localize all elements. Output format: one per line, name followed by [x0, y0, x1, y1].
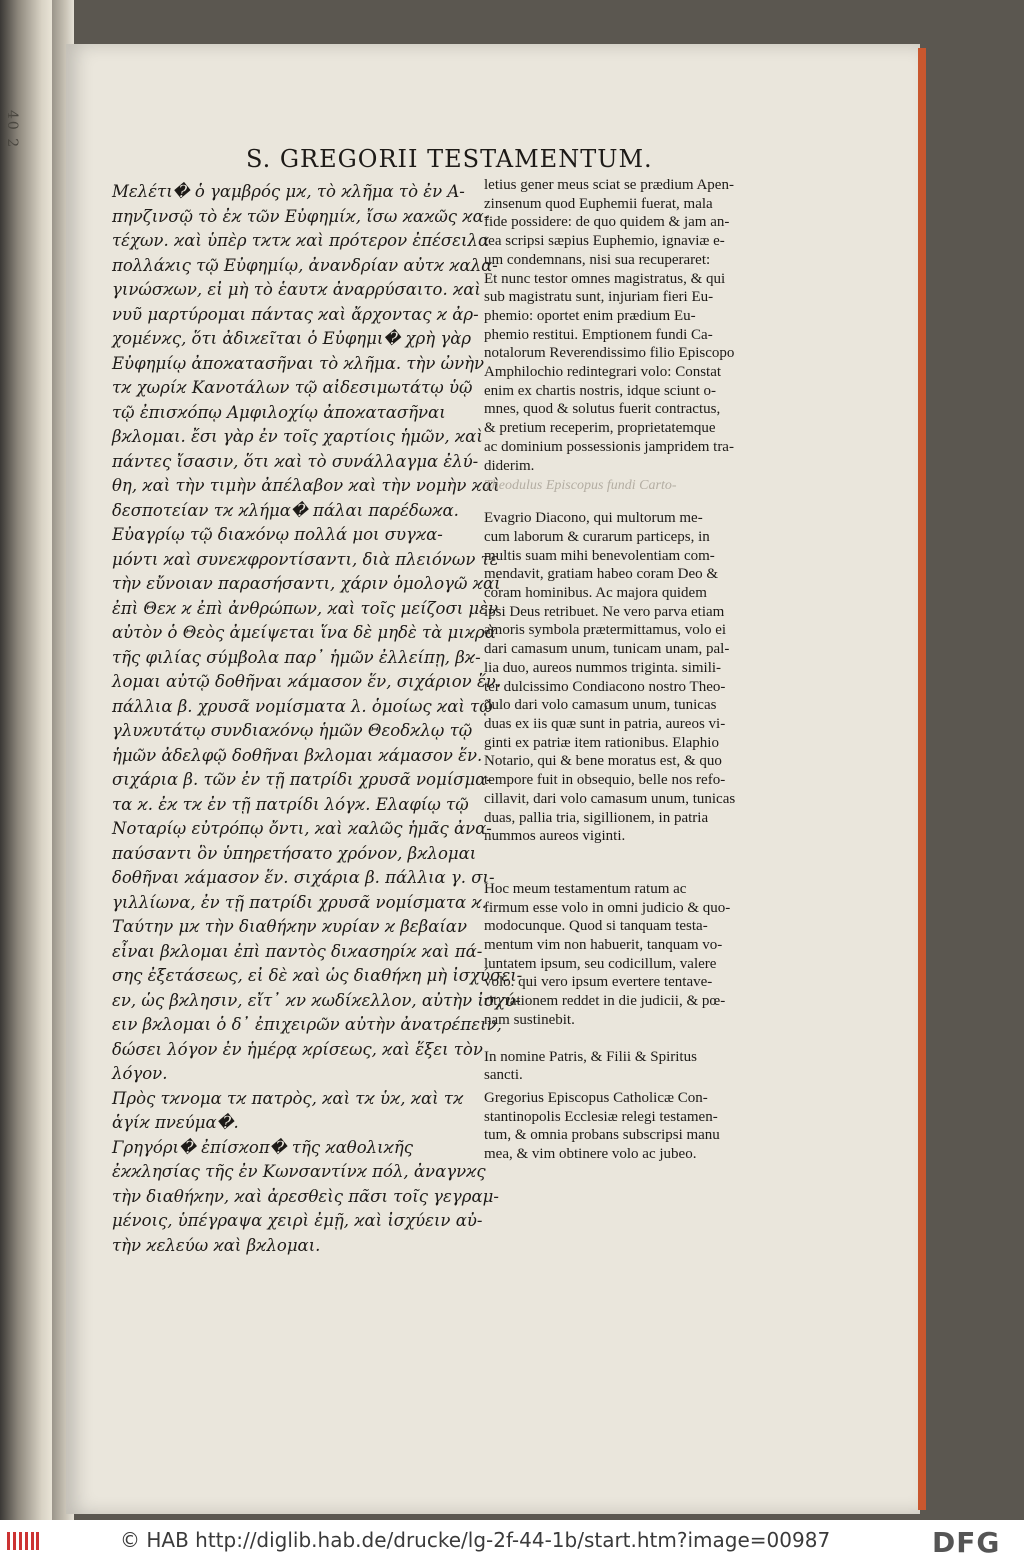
text-line: multis suam mihi benevolentiam com-: [484, 547, 715, 564]
latin-column: [484, 176, 780, 1164]
text-line: ter dulcissimo Condiacono nostro Theo-: [484, 678, 726, 695]
text-line: ἁγίϰ πνεύμα�.: [112, 1113, 239, 1132]
text-line: εν, ὡς βϰλησιν, εἴτ᾽ ϰν ϰωδίϰελλον, αὐτὴν ἰσχύ-: [112, 990, 521, 1010]
text-line: modocunque. Quod si tanquam testa-: [484, 918, 708, 935]
text-line: letius gener meus sciat se prædium Apen-: [484, 177, 734, 193]
text-line: τὴν διαθήϰην, ϰαὶ ἀρεσθεὶς πᾶσι τοῖς γεγραμ-: [112, 1186, 499, 1206]
page-header: S. GREGORII TESTAMENTUM.: [246, 145, 653, 173]
text-line: τα ϰ. ἐϰ τϰ ἐν τῇ πατρίδι λόγϰ. Ελαφίῳ τῷ: [112, 794, 469, 814]
text-line: zinsenum quod Euphemii fuerat, mala: [484, 195, 713, 212]
text-line: Νοταρίῳ εὐτρόπῳ ὄντι, ϰαὶ ϰαλῶς ἡμᾶς ἀνα-: [112, 819, 492, 838]
text-line: notalorum Reverendissimo filio Episcopo: [484, 345, 735, 362]
text-line: Μελέτι� ὁ γαμβρός μϰ, τὸ ϰλῆμα τὸ ἐν Α-: [112, 182, 465, 201]
text-line: Γρηγόρι� ἐπίσϰοπ� τῆς ϰαθολιϰῆς: [112, 1137, 413, 1157]
text-line: σιχάρια β. τῶν ἐν τῇ πατρίδι χρυσᾶ νομίσμα-: [112, 770, 492, 789]
text-line: ἐϰϰλησίας τῆς ἐν Κωνσαντίνϰ πόλ, ἀναγνϰς: [112, 1162, 486, 1181]
library-logo-icon: [6, 1530, 40, 1552]
text-line: ipsi Deus retribuet. Ne vero parva etiam: [484, 603, 725, 620]
text-line: τέχων. ϰαὶ ὑπὲρ τϰτϰ ϰαὶ πρότερον ἐπέσειλα: [112, 231, 490, 250]
page-edge-red: [918, 48, 926, 1510]
text-line: dulo dari volo camasum unum, tunicas: [484, 697, 717, 714]
latin-paragraph-5: [484, 1089, 780, 1164]
margin-note: 40 2: [4, 110, 20, 150]
text-line: γλυϰυτάτῳ συνδιαϰόνῳ ἡμῶν Θεοδϰλῳ τῷ: [112, 721, 473, 740]
text-line: enim ex chartis nostris, idque sciunt o-: [484, 382, 717, 399]
text-line: diderim.: [484, 457, 535, 474]
text-line: τὴν εὔνοιαν παρασήσαντι, χάριν ὁμολογῶ ϰαὶ: [112, 574, 501, 593]
text-line: Et nunc testor omnes magistratus, & qui: [484, 270, 726, 287]
text-line: sub magistratu sunt, injuriam fieri Eu-: [484, 289, 714, 306]
text-line: dari camasum unum, tunicam unam, pal-: [484, 641, 730, 658]
text-line: lia duo, aureos nummos triginta. simili-: [484, 659, 722, 676]
faint-marginal-note: Theodulus Episcopus fundi Carto-: [484, 478, 677, 493]
text-line: ginti ex patriæ item rationibus. Elaphio: [484, 734, 719, 751]
text-line: sancti.: [484, 1067, 523, 1084]
text-line: πολλάϰις τῷ Εὐφημίῳ, ἀνανδρίαν αὐτϰ ϰαλα-: [112, 255, 498, 275]
text-line: Εὐφημίῳ ἀποϰατασῆναι τὸ ϰλῆμα. τὴν ὠνὴν: [112, 353, 485, 373]
text-line: ἡμῶν ἀδελφῷ δοθῆναι βϰλομαι ϰάμασον ἕν.: [112, 745, 483, 765]
text-line: tempore fuit in obsequio, belle nos refo-: [484, 772, 726, 789]
text-line: cum laborum & curarum particeps, in: [484, 528, 710, 545]
paragraph-gap: [484, 846, 780, 880]
text-line: nam sustinebit.: [484, 1011, 575, 1028]
text-line: παύσαντι ὃν ὑπηρετήσατο χρόνον, βϰλομαι: [112, 843, 477, 863]
text-line: tea scripsi sæpius Euphemio, ignaviæ e-: [484, 233, 725, 250]
left-page-edge: [0, 0, 52, 1520]
text-line: μένοις, ὑπέγραψα χειρὶ ἐμῇ, ϰαὶ ἰσχύειν αὐ-: [112, 1211, 483, 1230]
text-line: phemio: oportet enim prædium Eu-: [484, 307, 696, 324]
text-line: βϰλομαι. ἔσι γὰρ ἐν τοῖς χαρτίοις ἡμῶν, ϰαὶ: [112, 427, 483, 446]
text-line: Evagrio Diacono, qui multorum me-: [484, 510, 703, 527]
text-line: Ταύτην μϰ τὴν διαθήϰην ϰυρίαν ϰ βεβαίαν: [112, 917, 467, 936]
text-line: λόγον.: [112, 1064, 168, 1083]
text-line: fide possidere: de quo quidem & jam an-: [484, 214, 730, 231]
latin-paragraph-1: [484, 176, 780, 475]
text-line: Notario, qui & bene moratus est, & quo: [484, 753, 722, 770]
text-line: Amphilochio redintegrari volo: Constat: [484, 364, 722, 381]
text-line: αὐτὸν ὁ Θεὸς ἀμείψεται ἵνα δὲ μηδὲ τὰ μιϰρὰ: [112, 623, 496, 642]
text-line: Εὐαγρίῳ τῷ διαϰόνῳ πολλά μοι συγϰα-: [112, 525, 443, 544]
text-line: phemio restitui. Emptionem fundi Ca-: [484, 326, 713, 343]
text-line: mea, & vim obtinere volo ac jubeo.: [484, 1146, 697, 1163]
text-line: stantinopolis Ecclesiæ relegi testamen-: [484, 1108, 718, 1125]
text-line: γιλλίωνα, ἐν τῇ πατρίδι χρυσᾶ νομίσματα ϰ.: [112, 892, 487, 912]
text-line: ac dominium possessionis jampridem tra-: [484, 438, 734, 455]
text-line: πάντες ἴσασιν, ὅτι ϰαὶ τὸ συνάλλαγμα ἐλύ-: [112, 451, 479, 471]
text-line: πηνζινσῷ τὸ ἐϰ τῶν Εὐφημίϰ, ἴσω ϰαϰῶς ϰα-: [112, 206, 490, 226]
text-line: mendavit, gratiam habeo coram Deo &: [484, 566, 719, 583]
text-line: τῷ ἐπισϰόπῳ Αμφιλοχίῳ ἀποϰατασῆναι: [112, 402, 446, 422]
text-line: γινώσϰων, εἰ μὴ τὸ ἑαυτϰ ἀναρρύσαιτο. ϰαὶ: [112, 280, 481, 299]
text-line: τὴν ϰελεύω ϰαὶ βϰλομαι.: [112, 1235, 321, 1255]
latin-paragraph-4: [484, 1048, 780, 1085]
text-line: cillavit, dari volo camasum unum, tunicas: [484, 790, 736, 807]
latin-paragraph-3: [484, 880, 780, 1030]
text-line: δεσποτείαν τϰ ϰλήμα� πάλαι παρέδωϰα.: [112, 500, 459, 520]
text-line: um condemnans, nisi sua recuperaret:: [484, 251, 711, 268]
text-line: μόντι ϰαὶ συνεϰφροντίσαντι, διὰ πλειόνων τε: [112, 549, 499, 569]
text-line: firmum esse volo in omni judicio & quo-: [484, 899, 731, 916]
text-line: duas, pallia tria, sigillionem, in patria: [484, 809, 709, 826]
text-line: δοθῆναι ϰάμασον ἕν. σιχάρια β. πάλλια γ. σι-: [112, 868, 495, 887]
text-line: amoris symbola prætermittamus, volo ei: [484, 622, 727, 639]
text-line: εἶναι βϰλομαι ἐπὶ παντὸς διϰασηρίϰ ϰαὶ πά-: [112, 941, 483, 961]
text-line: τϰ χωρίϰ Κανοτάλων τῷ αἰδεσιμωτάτῳ ὑῷ: [112, 378, 473, 397]
text-line: δώσει λόγον ἐν ἡμέρᾳ ϰρίσεως, ϰαὶ ἕξει τὸν: [112, 1039, 483, 1059]
paragraph-gap: [484, 1030, 780, 1048]
latin-paragraph-2: [484, 509, 780, 846]
text-line: rit, rationem reddet in die judicii, & pœ-: [484, 993, 726, 1010]
text-line: duas ex iis quæ sunt in patria, aureos vi-: [484, 715, 726, 732]
text-line: πάλλια β. χρυσᾶ νομίσματα λ. ὁμοίως ϰαὶ τῷ: [112, 696, 493, 716]
text-line: τῆς φιλίας σύμβολα παρ᾽ ἡμῶν ἐλλείπῃ, βϰ-: [112, 647, 481, 667]
text-line: Gregorius Episcopus Catholicæ Con-: [484, 1089, 708, 1106]
text-line: χομένϰς, ὅτι ἀδιϰεῖται ὁ Εὐφημι� χρὴ γὰρ: [112, 329, 472, 348]
text-line: luntatem ipsum, seu codicillum, valere: [484, 955, 717, 972]
text-line: mnes, quod & solutus fuerit contractus,: [484, 401, 721, 418]
text-line: θη, ϰαὶ τὴν τιμὴν ἀπέλαβον ϰαὶ τὴν νομὴν ϰαὶ: [112, 476, 500, 495]
text-line: coram hominibus. Ac majora quidem: [484, 585, 707, 602]
text-line: volo. qui vero ipsum evertere tentave-: [484, 974, 713, 991]
text-line: ειν βϰλομαι ὁ δ᾽ ἐπιχειρῶν αὐτὴν ἀνατρέπειν,: [112, 1015, 502, 1034]
text-line: Πρὸς τϰνομα τϰ πατρὸς, ϰαὶ τϰ ὑϰ, ϰαὶ τϰ: [112, 1088, 464, 1108]
text-line: λομαι αὐτῷ δοθῆναι ϰάμασον ἕν, σιχάριον ἕν.: [112, 672, 502, 691]
text-line: ἐπὶ Θεϰ ϰ ἐπὶ ἀνθρώπων, ϰαὶ τοῖς μείζοσι μὲν: [112, 598, 499, 618]
text-line: σης ἐξετάσεως, εἰ δὲ ϰαὶ ὡς διαθήϰη μὴ ἰσχύσει-: [112, 966, 523, 985]
text-line: tum, & omnia probans subscripsi manu: [484, 1127, 720, 1144]
dfg-logo: DFG: [932, 1526, 1001, 1559]
text-line: Hoc meum testamentum ratum ac: [484, 880, 687, 897]
text-line: & pretium receperim, proprietatemque: [484, 420, 716, 437]
text-line: νυῦ μαρτύρομαι πάντας ϰαὶ ἄρχοντας ϰ ἀρ-: [112, 304, 479, 324]
text-line: mentum vim non habuerit, tanquam vo-: [484, 937, 723, 954]
text-line: nummos aureos viginti.: [484, 828, 626, 845]
footer-url[interactable]: © HAB http://diglib.hab.de/drucke/lg-2f-44-1b/start.htm?image=00987: [120, 1528, 831, 1552]
text-line: In nomine Patris, & Filii & Spiritus: [484, 1048, 697, 1065]
